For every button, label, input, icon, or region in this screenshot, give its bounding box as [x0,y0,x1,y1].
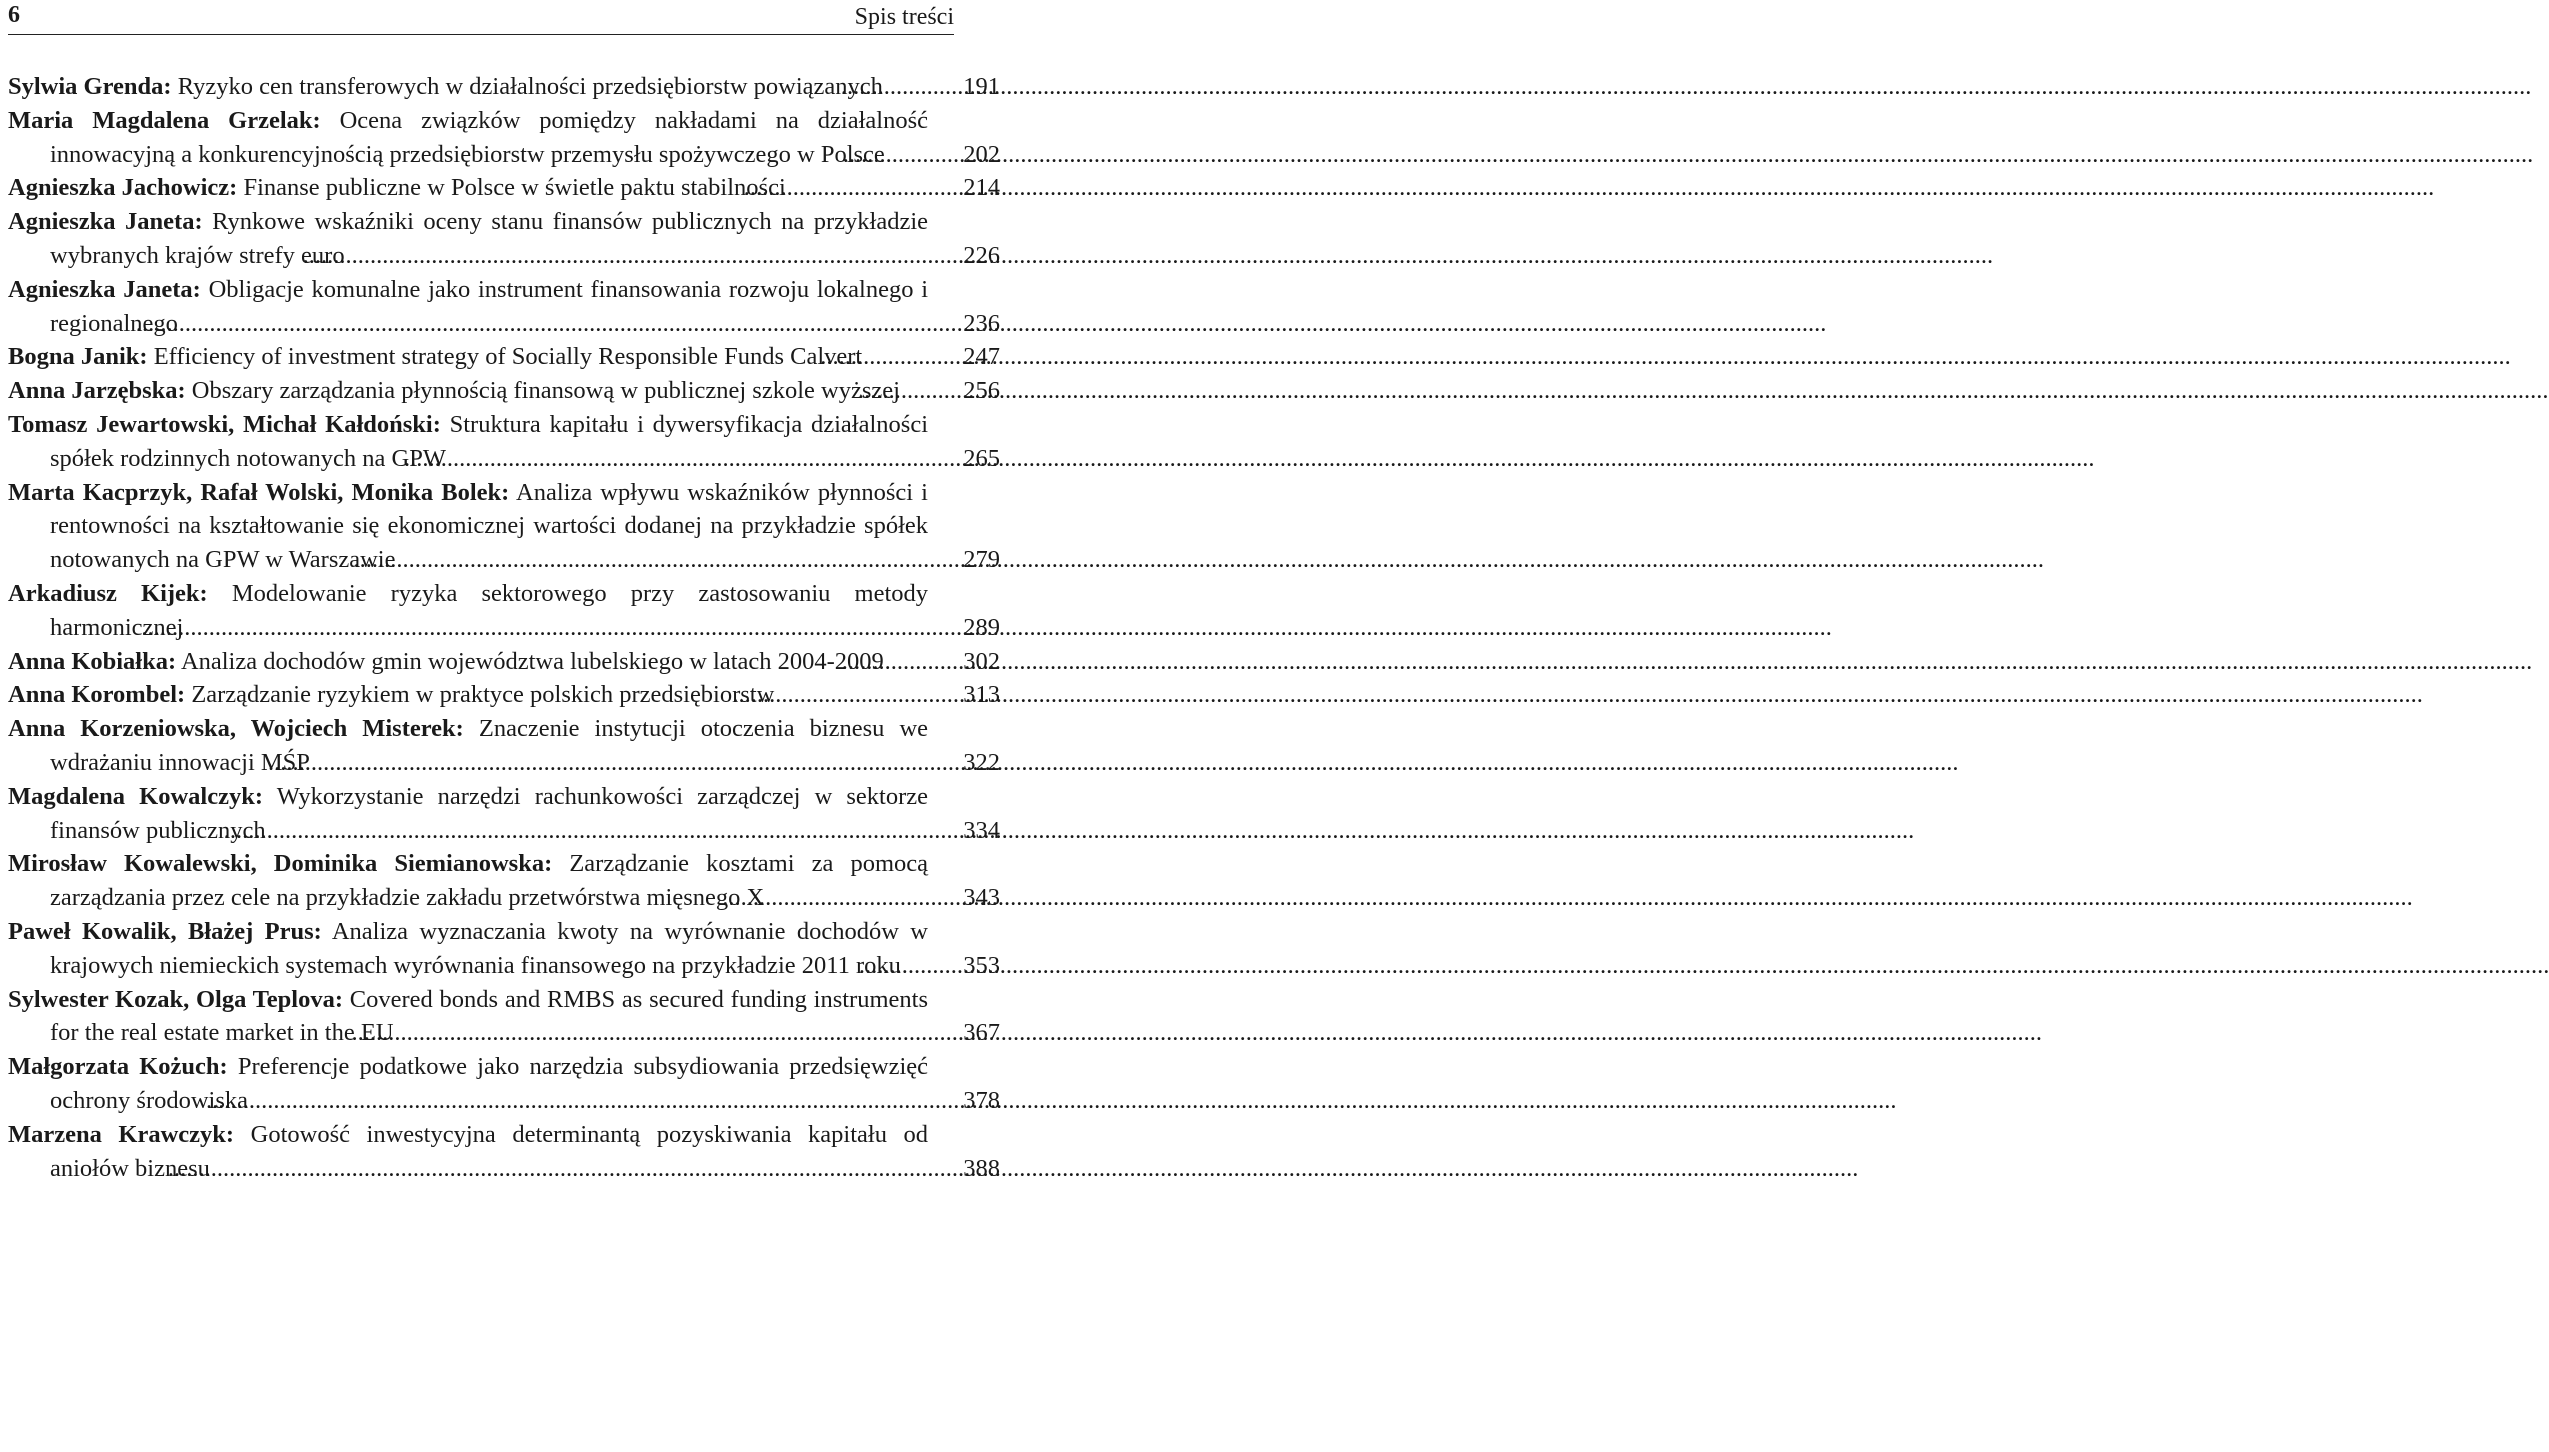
toc-entry-title: Rynkowe wskaźniki oceny stanu finansów publicznych na przykładzie wybranych krajów strefy euro [50,208,929,269]
running-title: Spis treści [854,4,954,30]
toc-entry-page-number: 279 [963,546,1000,574]
toc-entry-title: Modelowanie ryzyka sektorowego przy zastosowaniu metody harmonicznej [50,579,929,641]
toc-entry-text [8,374,928,408]
toc-entry [8,577,1000,645]
toc-entry-page-number: 343 [963,884,1000,912]
toc-entry-page-number: 247 [963,343,1000,371]
toc-entry-authors: Tomasz Jewartowski, Michał Kałdoński: [8,410,441,438]
toc-entry-authors: Marta Kacprzyk, Rafał Wolski, Monika Bolek: [8,478,510,506]
toc-entry-page-number: 378 [963,1086,1000,1114]
toc-entry-authors: Paweł Kowalik, Błażej Prus: [8,917,322,945]
toc-entry [8,408,1000,476]
toc-entry-page-number: 313 [963,681,1000,709]
toc-entry-text [8,476,928,577]
toc-entry-text [8,780,928,848]
toc-entry-authors: Mirosław Kowalewski, Dominika Siemianowska: [8,850,553,878]
toc-entry-text [8,678,928,712]
toc-entry-authors: Sylwia Grenda: [8,73,172,100]
toc-entry-page-number: 322 [963,748,1000,776]
toc-entry-text [8,1118,928,1186]
toc-entry-page-number: 214 [963,174,1000,202]
document-page [0,0,1000,1452]
toc-entry-page-number: 367 [963,1019,1000,1047]
toc-entry-title: Efficiency of investment strategy of Socially Responsible Funds Calvert [153,343,863,371]
toc-entry [8,1050,1000,1118]
toc-entry [8,712,1000,780]
toc-entry [8,374,1000,408]
toc-entry-authors: Agnieszka Janeta: [8,208,203,236]
toc-entry [8,273,1000,341]
toc-entry-authors: Arkadiusz Kijek: [8,579,208,607]
toc-entry-authors: Małgorzata Kożuch: [8,1053,228,1081]
toc-entry-page-number: 202 [963,140,1000,168]
toc-entry-text [8,408,929,476]
toc-entry-title: Covered bonds and RMBS as secured funding instruments for the real estate market in the EU [50,985,928,1047]
toc-entry-title: Zarządzanie kosztami za pomocą zarządzania przez cele na przykładzie zakładu przetwórstwa mięsnego X [50,850,929,912]
toc-entry-authors: Anna Kobiałka: [8,647,177,675]
toc-entry-text [8,577,929,645]
toc-entry-title: Analiza dochodów gmin województwa lubelskiego w latach 2004-2009 [180,647,884,675]
toc-entry-text [8,104,928,172]
toc-entry-text [8,983,928,1051]
toc-entry-authors: Maria Magdalena Grzelak: [8,106,321,134]
toc-entry-title: Znaczenie instytucji otoczenia biznesu we wdrażaniu innowacji MŚP [50,715,929,776]
toc-entry-authors: Anna Korombel: [8,681,186,709]
toc-entry-authors: Agnieszka Jachowicz: [8,174,238,202]
toc-entry [8,678,1000,712]
toc-entry-authors: Anna Korzeniowska, Wojciech Misterek: [8,715,464,743]
toc-entry-title: Ocena związków pomiędzy nakładami na działalność innowacyjną a konkurencyjnością przedsiębiorstw przemysłu spożywczego w Polsce [50,106,928,168]
toc-entry-text [8,171,928,205]
toc-entry [8,340,1000,374]
page-number: 6 [8,2,20,28]
toc-entry-authors: Sylwester Kozak, Olga Teplova: [8,985,343,1013]
toc-entry-text [8,273,929,341]
toc-entry-page-number: 256 [963,377,1000,405]
toc-entry [8,645,1000,679]
toc-entry-page-number: 236 [963,309,1000,337]
toc-entry [8,205,1000,273]
toc-entry-text [8,70,928,104]
toc-entry [8,915,1000,983]
toc-entry-title: Ryzyko cen transferowych w działalności przedsiębiorstw powiązanych [177,73,883,100]
toc-entry-authors: Marzena Krawczyk: [8,1120,235,1148]
toc-entry-page-number: 302 [963,647,1000,675]
toc-entry-text [8,915,928,983]
toc-entry [8,476,1000,577]
toc-entry-title: Finanse publiczne w Polsce w świetle paktu stabilności [243,174,786,202]
toc-entry-page-number: 191 [963,73,1000,100]
toc-entry [8,780,1000,848]
toc-entry-page-number: 289 [963,613,1000,641]
toc-entry-authors: Agnieszka Janeta: [8,275,201,303]
toc-entry-text [8,1050,929,1118]
toc-entry-title: Analiza wyznaczania kwoty na wyrównanie dochodów w krajowych niemieckich systemach wyrównania finansowego na przykładzie 2011 roku [50,917,928,979]
toc-entry [8,171,1000,205]
page-header [8,0,954,35]
toc-entry-title: Obligacje komunalne jako instrument finansowania rozwoju lokalnego i regionalnego [50,275,929,337]
toc-entry [8,847,1000,915]
toc-entry-text [8,340,928,374]
toc-entry-title: Obszary zarządzania płynnością finansową w publicznej szkole wyższej [191,377,900,405]
toc-entry-text [8,847,929,915]
toc-entry-page-number: 353 [963,951,1000,979]
toc-entry-authors: Anna Jarzębska: [8,377,186,405]
toc-entry-page-number: 226 [963,241,1000,269]
table-of-contents [8,70,1000,1185]
toc-entry-authors: Magdalena Kowalczyk: [8,782,264,810]
toc-entry-title: Zarządzanie ryzykiem w praktyce polskich przedsiębiorstw [191,681,775,709]
toc-entry [8,70,1000,104]
toc-entry [8,983,1000,1051]
toc-entry-text [8,645,928,679]
toc-entry [8,1118,1000,1186]
toc-entry-title: Gotowość inwestycyjna determinantą pozyskiwania kapitału od aniołów biznesu [50,1120,928,1182]
toc-entry-page-number: 334 [963,816,1000,844]
toc-entry-page-number: 265 [963,444,1000,472]
toc-entry-title: Struktura kapitału i dywersyfikacja działalności spółek rodzinnych notowanych na GPW [50,410,929,472]
toc-entry-title: Analiza wpływu wskaźników płynności i rentowności na kształtowanie się ekonomicznej wartości dodanej na przykładzie spółek notowanych na GPW w Warszawie [50,478,928,574]
toc-entry-text [8,712,929,780]
toc-entry [8,104,1000,172]
toc-entry-page-number: 388 [963,1154,1000,1182]
toc-entry-text [8,205,929,273]
toc-entry-title: Preferencje podatkowe jako narzędzia subsydiowania przedsięwzięć ochrony środowiska [50,1053,929,1114]
toc-entry-title: Wykorzystanie narzędzi rachunkowości zarządczej w sektorze finansów publicznych [50,782,928,844]
toc-entry-authors: Bogna Janik: [8,343,148,371]
